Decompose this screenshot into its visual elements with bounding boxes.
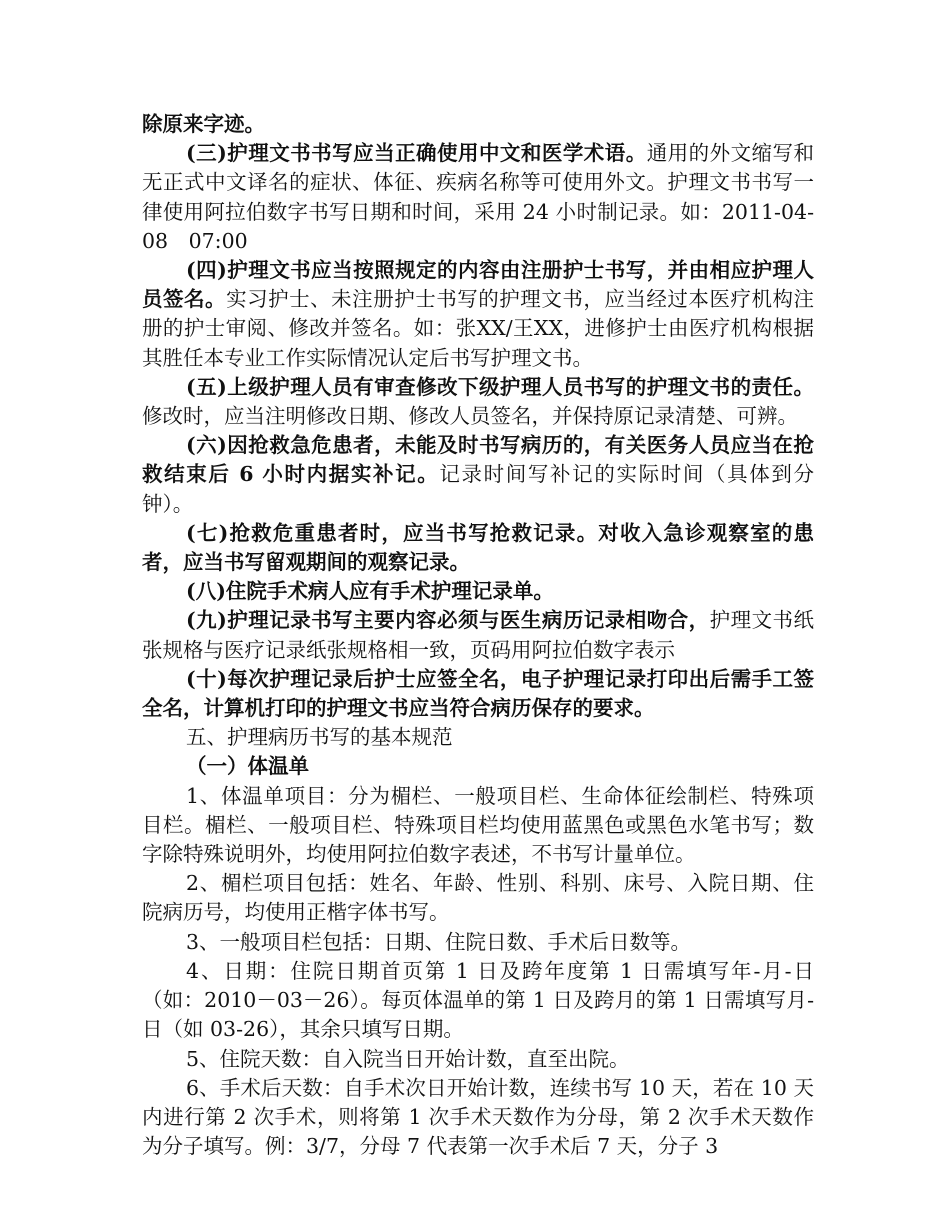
paragraph <box>142 110 814 139</box>
paragraph-text: 记录时间写补记的实际时间（具体到分钟）。 <box>142 462 814 516</box>
paragraph <box>142 1045 814 1074</box>
paragraph <box>142 256 814 373</box>
paragraph-heading: (三)护理文书书写应当正确使用中文和医学术语。 <box>186 141 647 166</box>
paragraph-heading: (五)上级护理人员有审查修改下级护理人员书写的护理文书的责任。 <box>186 374 814 399</box>
paragraph-text: 6、手术后天数：自手术次日开始计数，连续书写 10 天，若在 10 天内进行第 2 次手术，则将第 1 次手术天数作为分母，第 2 次手术天数作为分子填写。例：3/7，分母 7 代表第一次手术后 7 天，分子 3 <box>142 1075 814 1159</box>
paragraph <box>142 782 814 870</box>
paragraph-text: 2、楣栏项目包括：姓名、年龄、性别、科别、床号、入院日期、住院病历号，均使用正楷字体书写。 <box>142 871 814 925</box>
document-page <box>142 110 814 1161</box>
paragraph-heading: 除原来字迹。 <box>142 112 265 136</box>
paragraph <box>142 665 814 723</box>
paragraph <box>142 431 814 519</box>
paragraph <box>142 519 814 577</box>
paragraph <box>142 928 814 957</box>
paragraph-text: 通用的外文缩写和无正式中文译名的症状、体征、疾病名称等可使用外文。护理文书书写一律使用阿拉伯数字书写日期和时间，采用 24 小时制记录。如：2011-04-08 07:00 <box>142 141 814 253</box>
paragraph <box>142 577 814 606</box>
paragraph <box>142 139 814 256</box>
paragraph <box>142 373 814 431</box>
paragraph <box>142 1074 814 1162</box>
paragraph-heading: (七)抢救危重患者时，应当书写抢救记录。对收入急诊观察室的患者，应当书写留观期间的观察记录。 <box>142 520 814 575</box>
paragraph-heading: (八)住院手术病人应有手术护理记录单。 <box>186 579 554 604</box>
section-heading <box>142 723 814 752</box>
paragraph-text: 实习护士、未注册护士书写的护理文书，应当经过本医疗机构注册的护士审阅、修改并签名。如：张XX/王XX，进修护士由医疗机构根据其胜任本专业工作实际情况认定后书写护理文书。 <box>142 287 815 370</box>
paragraph-text: 1、体温单项目：分为楣栏、一般项目栏、生命体征绘制栏、特殊项目栏。楣栏、一般项目栏、特殊项目栏均使用蓝黑色或黑色水笔书写；数字除特殊说明外，均使用阿拉伯数字表述，不书写计量单位。 <box>142 783 814 867</box>
paragraph-text: 3、一般项目栏包括：日期、住院日数、手术后日数等。 <box>186 929 692 954</box>
paragraph-heading: （一）体温单 <box>186 754 309 779</box>
paragraph-heading: (九)护理记录书写主要内容必须与医生病历记录相吻合， <box>186 608 710 633</box>
paragraph <box>142 869 814 927</box>
paragraph-text: 修改时，应当注明修改日期、修改人员签名，并保持原记录清楚、可辨。 <box>142 404 798 429</box>
paragraph-heading: (六)因抢救急危患者，未能及时书写病历的，有关医务人员应当在抢救结束后 6 小时内据实补记。 <box>142 433 814 487</box>
subsection-heading <box>142 752 814 781</box>
paragraph-text: 护理文书纸张规格与医疗记录纸张规格相一致，页码用阿拉伯数字表示 <box>142 608 815 662</box>
paragraph-text: 4、日期：住院日期首页第 1 日及跨年度第 1 日需填写年-月-日（如：2010－03－26）。每页体温单的第 1 日及跨月的第 1 日需填写月-日（如 03-26），其余只填写日期。 <box>142 958 814 1042</box>
paragraph-text: 五、护理病历书写的基本规范 <box>186 725 453 750</box>
paragraph <box>142 957 814 1045</box>
paragraph <box>142 606 814 664</box>
paragraph-heading: (四)护理文书应当按照规定的内容由注册护士书写，并由相应护理人员签名。 <box>142 258 814 312</box>
paragraph-heading: (十)每次护理记录后护士应签全名，电子护理记录打印出后需手工签全名，计算机打印的护理文书应当符合病历保存的要求。 <box>142 666 814 721</box>
paragraph-text: 5、住院天数：自入院当日开始计数，直至出院。 <box>186 1046 630 1071</box>
